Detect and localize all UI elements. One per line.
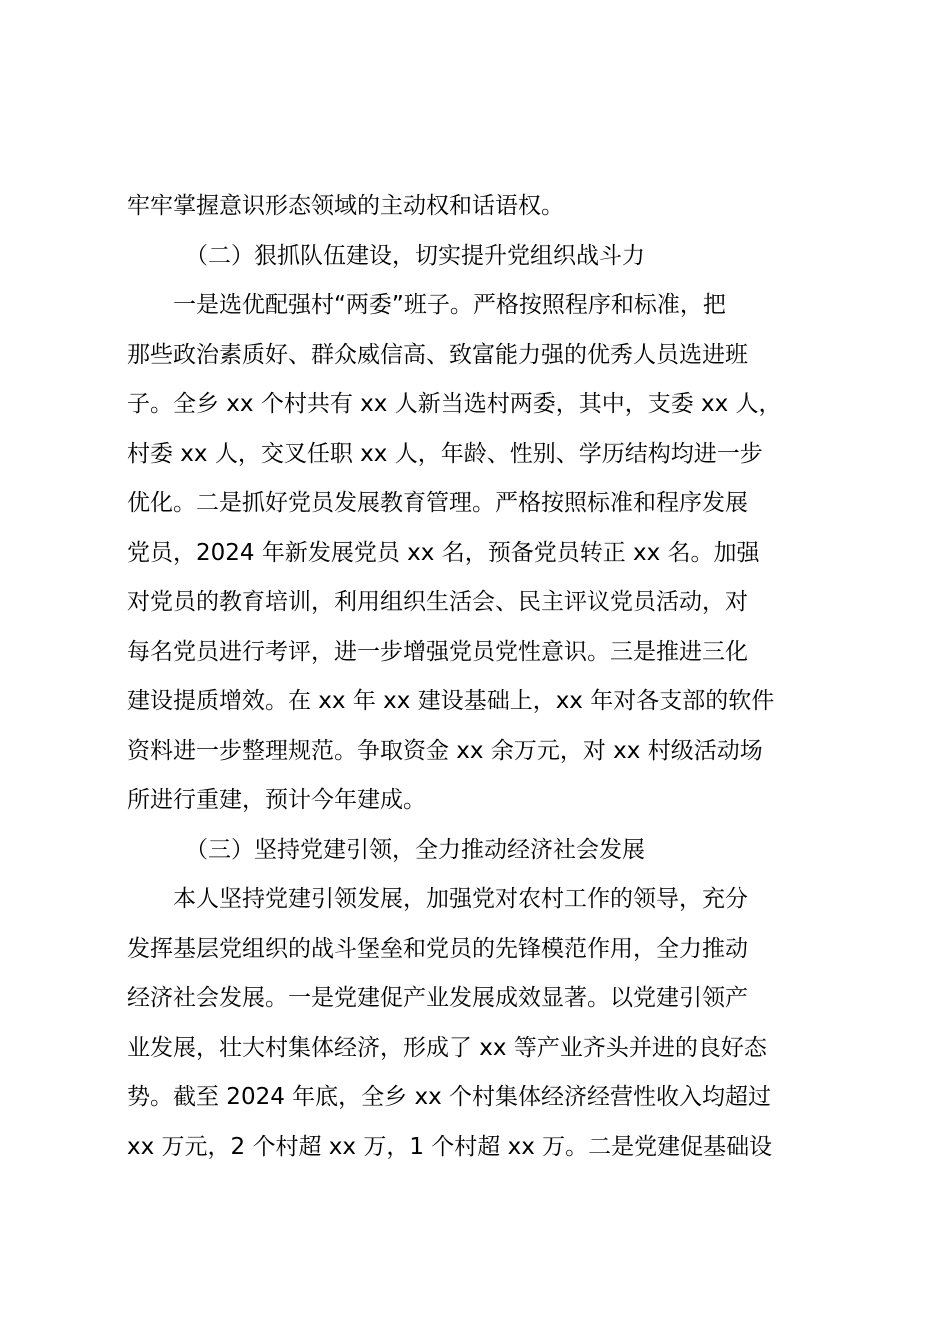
paragraph-line: xx 万元，2 个村超 xx 万，1 个村超 xx 万。二是党建促基础设: [127, 1133, 773, 1160]
paragraph-line: 优化。二是抓好党员发展教育管理。严格按照标准和程序发展: [127, 490, 748, 516]
paragraph-line: 经济社会发展。一是党建促产业发展成效显著。以党建引领产: [127, 985, 748, 1011]
section-heading: （三）坚持党建引领，全力推动经济社会发展: [185, 836, 645, 863]
paragraph-line: 业发展，壮大村集体经济，形成了 xx 等产业齐头并进的良好态: [127, 1034, 767, 1061]
paragraph-line: 那些政治素质好、群众威信高、致富能力强的优秀人员选进班: [127, 341, 748, 368]
paragraph-line: 本人坚持党建引领发展，加强党对农村工作的领导，充分: [173, 886, 748, 912]
paragraph-line: 发挥基层党组织的战斗堡垒和党员的先锋模范作用，全力推动: [127, 935, 748, 962]
paragraph-line: 所进行重建，预计今年建成。: [127, 787, 426, 813]
document-body: [127, 182, 827, 1172]
paragraph-line: 牢牢掌握意识形态领域的主动权和话语权。: [127, 193, 564, 219]
paragraph-line: 建设提质增效。在 xx 年 xx 建设基础上，xx 年对各支部的软件: [127, 688, 775, 714]
paragraph-line: 一是选优配强村“两委”班子。严格按照程序和标准，把: [173, 292, 726, 318]
paragraph-line: 村委 xx 人，交叉任职 xx 人，年龄、性别、学历结构均进一步: [127, 440, 763, 467]
paragraph-line: 对党员的教育培训，利用组织生活会、民主评议党员活动，对: [127, 589, 748, 615]
paragraph-line: 子。全乡 xx 个村共有 xx 人新当选村两委，其中，支委 xx 人，: [127, 391, 782, 417]
section-heading: （二）狠抓队伍建设，切实提升党组织战斗力: [185, 242, 645, 269]
paragraph-line: 党员，2024 年新发展党员 xx 名，预备党员转正 xx 名。加强: [127, 539, 760, 566]
paragraph-line: 势。截至 2024 年底，全乡 xx 个村集体经济经营性收入均超过: [127, 1084, 771, 1110]
paragraph-line: 资料进一步整理规范。争取资金 xx 余万元，对 xx 村级活动场: [127, 737, 763, 764]
paragraph-line: 每名党员进行考评，进一步增强党员党性意识。三是推进三化: [127, 638, 748, 665]
